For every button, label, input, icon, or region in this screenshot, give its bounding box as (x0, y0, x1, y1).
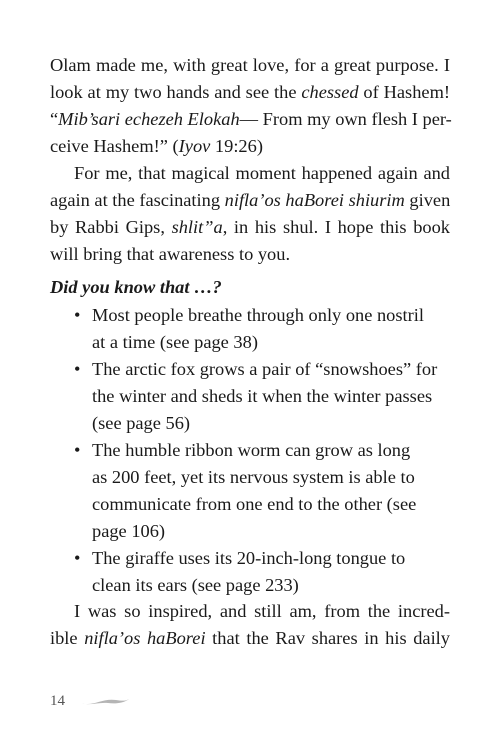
list-item-line: (see page 56) (92, 413, 191, 433)
p1-line-4 (50, 133, 450, 160)
list-item (74, 437, 454, 545)
list-item (74, 356, 454, 437)
p1-line-3 (50, 106, 450, 133)
bullet-icon: • (74, 548, 81, 568)
p2-line-2 (50, 187, 450, 214)
p2-shlita: shlit”a (171, 217, 223, 237)
p1-quote-italic: Mib’sari echezeh Elokah (58, 109, 240, 129)
page-number: 14 (50, 693, 65, 709)
list-item-line: page 106) (92, 521, 166, 541)
list-item-line: clean its ears (see page 233) (92, 575, 299, 595)
p3-line-2 (50, 625, 450, 652)
p2-line-1: For me, that magical moment happened again and (74, 163, 450, 183)
p1-open-quote: “ (50, 109, 59, 129)
p2-line-3 (50, 214, 450, 241)
p2-shiurim: nifla’os haBorei shiurim (224, 190, 405, 210)
list-item-line: The humble ribbon worm can grow as long (92, 440, 411, 460)
p2-line-4: will bring that awareness to you. (50, 244, 291, 264)
p1-chessed: chessed (301, 82, 359, 102)
paragraph-1 (50, 52, 450, 160)
list-item-line: communicate from one end to the other (see (92, 494, 417, 514)
list-item (74, 302, 454, 356)
list-item-line: Most people breathe through only one nostril (92, 305, 424, 325)
p1-line-2 (50, 79, 450, 106)
p1-iyov: Iyov (178, 136, 211, 156)
list-item-line: The arctic fox grows a pair of “snowshoes” for (92, 359, 438, 379)
bullet-icon: • (74, 305, 81, 325)
p1-line-4-tail: 19:26) (210, 136, 263, 156)
p3-nifla-os: nifla’os haBorei (84, 628, 206, 648)
p3-line-1: I was so inspired, and still am, from the incred- (74, 601, 450, 621)
did-you-know-heading: Did you know that …? (50, 277, 222, 297)
p2-line-3-head: by Rabbi Gips, (50, 217, 172, 237)
p1-line-2-tail: of Hashem! (358, 82, 450, 102)
p1-line-4-head: ceive Hashem!” ( (50, 136, 179, 156)
p1-line-2-text: look at my two hands and see the (50, 82, 302, 102)
p2-line-2-tail: given (404, 190, 451, 210)
list-item-line: the winter and sheds it when the winter passes (92, 386, 433, 406)
p2-line-2-head: again at the fascinating (50, 190, 225, 210)
swash-ornament-icon (80, 694, 130, 708)
bullet-icon: • (74, 359, 81, 379)
paragraph-3 (50, 598, 450, 652)
list-item (74, 545, 454, 599)
p1-line-1: Olam made me, with great love, for a great purpose. I (50, 55, 450, 75)
p3-line-2-tail: that the Rav shares in his daily (205, 628, 450, 648)
p3-line-2-head: ible (50, 628, 85, 648)
p2-line-3-tail: , in his shul. I hope this book (222, 217, 450, 237)
list-item-line: The giraffe uses its 20-inch-long tongue to (92, 548, 406, 568)
facts-list (74, 302, 454, 599)
bullet-icon: • (74, 440, 81, 460)
list-item-line: as 200 feet, yet its nervous system is able to (92, 467, 415, 487)
list-item-line: at a time (see page 38) (92, 332, 258, 352)
paragraph-2 (50, 160, 450, 268)
p1-line-3-tail: — From my own flesh I per- (239, 109, 452, 129)
